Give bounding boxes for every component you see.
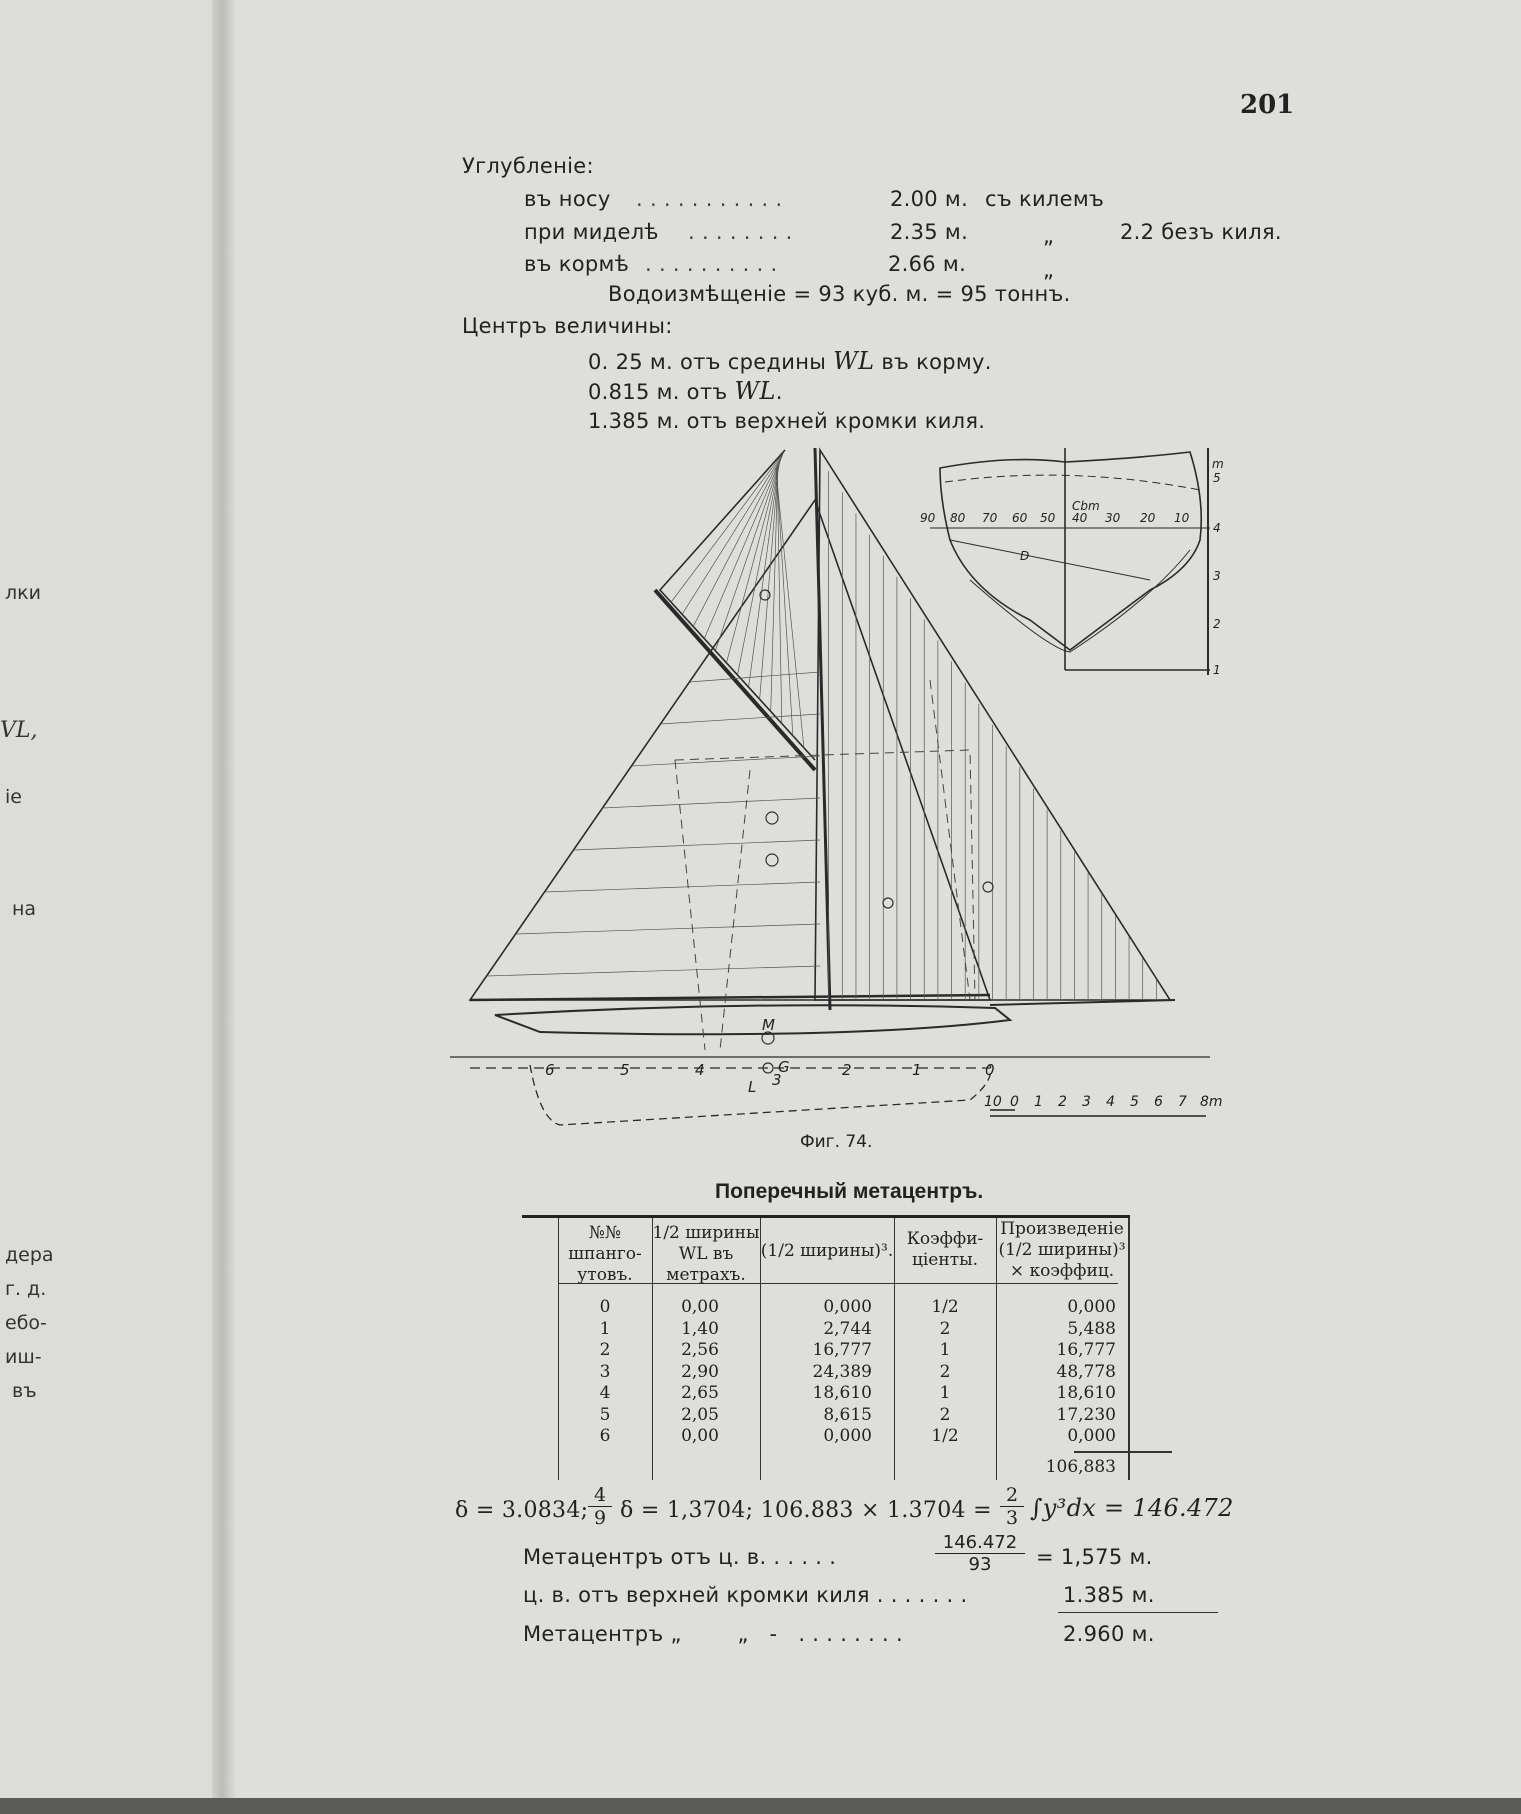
keel-profile: [530, 1065, 991, 1125]
centre-mark: [766, 812, 778, 824]
draft-label: въ кормѣ: [524, 252, 630, 276]
table-cell: 16,777: [1056, 1340, 1116, 1360]
hull-label: L: [748, 1078, 757, 1096]
table-header: №№ шпанго-утовъ.: [568, 1223, 642, 1285]
yacht-sail-plan-figure: [450, 440, 1230, 1130]
section-vertical-label: 2: [1213, 617, 1221, 631]
table-cell: 18,610: [1056, 1383, 1116, 1403]
page-number: 201: [1240, 90, 1295, 120]
draft-label: въ носу: [524, 187, 611, 211]
left-fragment: дера: [5, 1244, 54, 1266]
table-cell: 0,000: [1067, 1297, 1116, 1317]
table-cell: 24,389: [812, 1361, 872, 1382]
formula-mid: δ = 1,3704; 106.883 × 1.3704 =: [620, 1498, 992, 1523]
section-vertical-label: 5: [1213, 471, 1221, 485]
left-fragment: лки: [5, 582, 41, 604]
table-cell: 17,230: [1056, 1404, 1116, 1425]
metacenter-value: 1.385 м.: [1063, 1583, 1155, 1607]
mainsail: [470, 500, 990, 1000]
section-label: m: [1212, 457, 1224, 471]
hull-label: M: [762, 1016, 775, 1034]
table-cell: 0,000: [823, 1297, 872, 1317]
scale-label: 10: [984, 1094, 1002, 1110]
draft-value: 2.35 м.: [890, 220, 969, 244]
section-scale-label: 80: [950, 511, 966, 525]
station-label: 5: [620, 1061, 630, 1079]
left-fragment: иш-: [5, 1346, 42, 1368]
table-cell: 1/2: [931, 1426, 959, 1446]
table-title: Поперечный метацентръ.: [715, 1180, 984, 1203]
scale-label: 3: [1082, 1094, 1091, 1110]
table-cell: 0,000: [823, 1426, 872, 1446]
table-cell: 2: [599, 1340, 611, 1360]
table-cell: 2: [939, 1318, 951, 1339]
draft-note: 2.2 безъ киля.: [1120, 220, 1282, 244]
figure-caption: Фиг. 74.: [800, 1132, 873, 1152]
table-cell: 0,000: [1067, 1426, 1116, 1446]
table-cell: 2,65: [681, 1383, 719, 1403]
table-cell: 5: [599, 1404, 611, 1425]
table-cell: 48,778: [1056, 1361, 1116, 1382]
table-cell: 18,610: [812, 1383, 872, 1403]
metacenter-label: Метацентръ отъ ц. в. . . . . .: [523, 1545, 837, 1569]
fraction-2-3: $\frac{2}{3}$: [1000, 1484, 1024, 1529]
section-vertical-label: 1: [1213, 663, 1221, 677]
table-cell: 4: [599, 1383, 611, 1403]
draft-heading: Углубленіе:: [462, 154, 594, 178]
formula-integral: ∫y³dx = 146.472: [1030, 1494, 1234, 1522]
draft-label: при миделѣ: [524, 220, 659, 244]
draft-note: съ килемъ: [985, 187, 1105, 211]
scale-label: 6: [1154, 1094, 1163, 1110]
table-cell: 1: [939, 1340, 951, 1360]
section-label: Cbm: [1072, 499, 1100, 513]
section-scale-label: 70: [982, 511, 998, 525]
table-cell: 3: [599, 1361, 611, 1382]
scale-label: 0: [1010, 1094, 1019, 1110]
scale-label: 4: [1106, 1094, 1115, 1110]
fraction-4-9: $\frac{4}{9}$: [588, 1484, 612, 1529]
leader-dots: . . . . . . . . . . .: [636, 187, 783, 211]
left-fragment: въ: [12, 1380, 37, 1402]
table-cell: 1: [599, 1318, 611, 1339]
buoyancy-heading: Центръ величины:: [462, 314, 673, 338]
table-cell: 0,00: [681, 1426, 719, 1446]
centre-mark: [983, 882, 993, 892]
data-table: [522, 1215, 1130, 1480]
section-outline: [940, 452, 1201, 650]
buoyancy-line: 0. 25 м. отъ средины WL въ корму.: [588, 347, 992, 375]
table-header: Произведеніе (1/2 ширины)³ × коэффиц.: [998, 1219, 1126, 1281]
station-label: 0: [985, 1061, 995, 1079]
table-cell: 8,615: [823, 1404, 872, 1425]
table-total: 106,883: [1045, 1457, 1116, 1477]
metacenter-value: 2.960 м.: [1063, 1622, 1155, 1646]
table-cell: 16,777: [812, 1340, 872, 1360]
scale-label: 7: [1178, 1094, 1187, 1110]
hull-deck: [495, 1005, 1010, 1034]
hull-label: G: [778, 1058, 790, 1076]
table-cell: 0: [599, 1297, 611, 1317]
centre-mark: [766, 854, 778, 866]
displacement: Водоизмѣщеніе = 93 куб. м. = 95 тоннъ.: [608, 282, 1071, 306]
section-vertical-label: 4: [1213, 521, 1221, 535]
section-vertical-label: 3: [1213, 569, 1221, 583]
section-scale-label: 90: [920, 511, 936, 525]
table-cell: 6: [599, 1426, 611, 1446]
formula-delta: δ = 3.0834;: [455, 1498, 589, 1523]
section-scale-label: 10: [1174, 511, 1190, 525]
station-label: 3: [772, 1071, 782, 1089]
scan-bottom-edge: [0, 1798, 1521, 1814]
ditto-mark: „: [1043, 224, 1055, 248]
section-scale-label: 50: [1040, 511, 1056, 525]
table-cell: 2: [939, 1404, 951, 1425]
table-cell: 1,40: [681, 1318, 719, 1339]
table-cell: 1: [939, 1383, 951, 1403]
scale-label: 5: [1130, 1094, 1139, 1110]
table-cell: 1/2: [931, 1297, 959, 1317]
station-label: 4: [695, 1061, 705, 1079]
scale-label: 2: [1058, 1094, 1067, 1110]
metacenter-label: ц. в. отъ верхней кромки киля . . . . . . .: [523, 1583, 968, 1607]
section-scale-label: 30: [1105, 511, 1121, 525]
ditto-mark: „: [1043, 258, 1055, 282]
table-header: 1/2 ширины WL въ метрахъ.: [652, 1223, 760, 1285]
scale-label: 8m: [1200, 1094, 1223, 1110]
left-fragment: ебо-: [5, 1312, 47, 1334]
table-cell: 2,90: [681, 1361, 719, 1382]
section-scale-label: 60: [1012, 511, 1028, 525]
section-scale-label: 20: [1140, 511, 1156, 525]
leader-dots: . . . . . . . .: [688, 220, 793, 244]
station-label: 6: [545, 1061, 555, 1079]
book-gutter: [212, 0, 238, 1814]
sum-rule: [1058, 1612, 1218, 1613]
draft-value: 2.66 м.: [888, 252, 967, 276]
buoyancy-line: 0.815 м. отъ WL.: [588, 377, 783, 405]
left-fragment: VL,: [0, 718, 38, 743]
table-cell: 2,05: [681, 1404, 719, 1425]
leader-dots: . . . . . . . . . .: [645, 252, 778, 276]
station-label: 2: [842, 1061, 852, 1079]
table-cell: 2,744: [823, 1318, 872, 1339]
left-fragment: іе: [5, 786, 22, 808]
centre-mark: [883, 898, 893, 908]
table-header: Коэффи-ціенты.: [906, 1229, 984, 1270]
buoyancy-line: 1.385 м. отъ верхней кромки киля.: [588, 409, 986, 433]
table-header: (1/2 ширины)³.: [760, 1241, 894, 1261]
left-fragment: г. д.: [5, 1278, 47, 1300]
centre-mark: [760, 590, 770, 600]
left-fragment: на: [12, 898, 37, 920]
table-cell: 5,488: [1067, 1318, 1116, 1339]
section-label: D: [1020, 549, 1030, 563]
section-scale-label: 40: [1072, 511, 1088, 525]
table-cell: 2: [939, 1361, 951, 1382]
station-label: 1: [912, 1061, 922, 1079]
scale-label: 1: [1034, 1094, 1043, 1110]
metacenter-value: = 1,575 м.: [1036, 1545, 1153, 1569]
table-cell: 0,00: [681, 1297, 719, 1317]
draft-value: 2.00 м.: [890, 187, 969, 211]
fraction-metacenter: $\frac{146.472}{93}$: [935, 1532, 1025, 1575]
metacenter-label: Метацентръ „ „ - . . . . . . . .: [523, 1622, 903, 1646]
table-cell: 2,56: [681, 1340, 719, 1360]
